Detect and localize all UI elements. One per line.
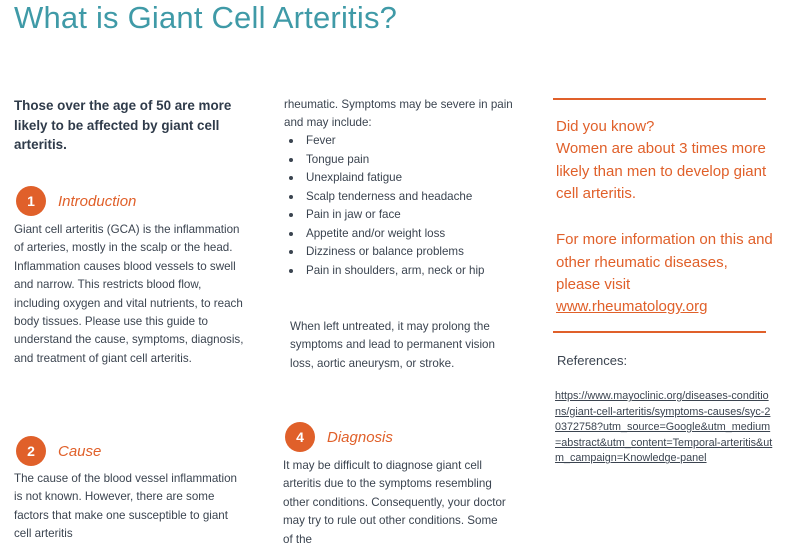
- page-title: What is Giant Cell Arteritis?: [14, 0, 398, 35]
- diagnosis-text: It may be difficult to diagnose giant cell arteritis due to the symptoms resembling other conditions. Consequently, your doctor may try to rule out other conditions. Some of the: [283, 459, 506, 546]
- lead-text: Those over the age of 50 are more likely to be affected by giant cell arteritis.: [14, 98, 232, 152]
- section-cause-header: [16, 436, 101, 466]
- list-item: Fever: [284, 132, 508, 151]
- list-item: Appetite and/or weight loss: [284, 225, 508, 244]
- list-item: Scalp tenderness and headache: [284, 188, 508, 207]
- list-item: Pain in jaw or face: [284, 206, 508, 225]
- section-number-badge: 1: [16, 186, 46, 216]
- list-item: Unexplaind fatigue: [284, 169, 508, 188]
- section-heading: Cause: [58, 442, 102, 460]
- symptoms-intro: rheumatic. Symptoms may be severe in pain and may include:: [284, 98, 513, 130]
- sidebar-bottom-rule: [553, 331, 766, 333]
- did-you-know-heading: Did you know?: [556, 118, 655, 135]
- untreated-text: When left untreated, it may prolong the symptoms and lead to permanent vision loss, aortic aneurysm, or stroke.: [290, 320, 495, 370]
- more-info-text: For more information on this and other rheumatic diseases, please visit: [556, 231, 773, 293]
- section-introduction-header: [16, 186, 136, 216]
- section-heading: Diagnosis: [327, 428, 393, 446]
- section-heading: Introduction: [58, 192, 137, 210]
- list-item: Dizziness or balance problems: [284, 243, 508, 262]
- fact-text: Women are about 3 times more likely than men to develop giant cell arteritis.: [556, 140, 767, 202]
- rheumatology-link[interactable]: www.rheumatology.org: [556, 298, 708, 315]
- cause-text: The cause of the blood vessel inflammation is not known. However, there are some factors that make one susceptible to giant cell arteritis: [14, 472, 237, 541]
- section-number-badge: 2: [16, 436, 46, 466]
- section-diagnosis-header: [285, 422, 393, 452]
- reference-link[interactable]: https://www.mayoclinic.org/diseases-conditions/giant-cell-arteritis/symptoms-causes/syc-20372758?utm_source=Google&utm_medium=abstract&utm_content=Temporal-arteritis&utm_campaign=Knowledge-panel: [555, 390, 773, 465]
- introduction-text: Giant cell arteritis (GCA) is the inflammation of arteries, mostly in the scalp or the head. Inflammation causes blood vessels to swell and narrow. This restricts blood flow, including oxygen and vital nutrients, to reach body tissues. Please use this guide to understand the cause, symptoms, diagnosis, and treatment of giant cell arteritis.: [14, 223, 244, 365]
- sidebar-top-rule: [553, 98, 766, 100]
- references-label: References:: [557, 353, 628, 368]
- symptoms-list: [284, 132, 508, 280]
- list-item: Tongue pain: [284, 151, 508, 170]
- list-item: Pain in shoulders, arm, neck or hip: [284, 262, 508, 281]
- section-number-badge: 4: [285, 422, 315, 452]
